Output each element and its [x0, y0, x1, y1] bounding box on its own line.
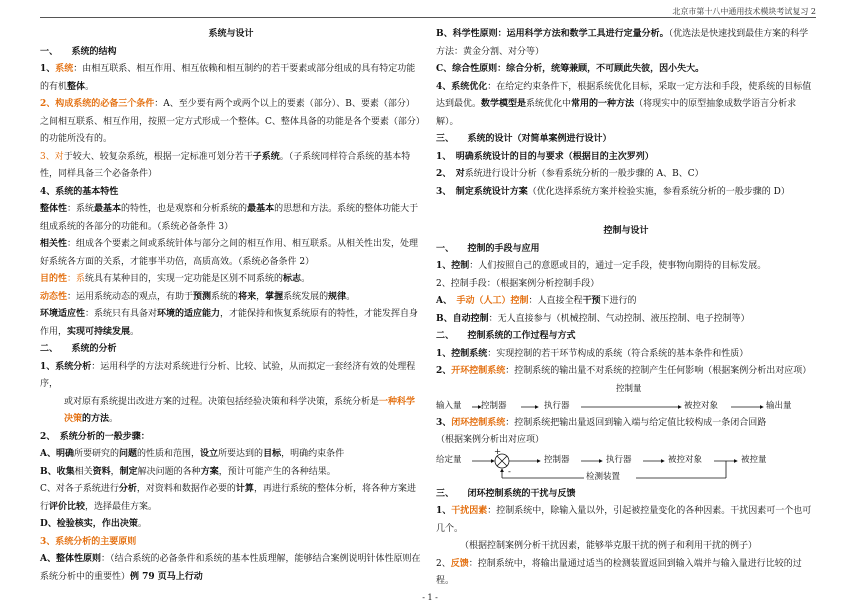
text: 所要达到的	[218, 449, 264, 459]
cl-executor: 执行器	[606, 454, 632, 465]
term: 1、控制系统	[436, 348, 488, 359]
text: A、明确	[40, 449, 74, 459]
cl-controller: 控制器	[544, 454, 570, 465]
text: ：运用系统动态的观点，有助于	[67, 291, 194, 302]
design-step-2	[436, 166, 816, 184]
term: 相关性	[40, 239, 68, 249]
para-control-definition	[436, 258, 816, 276]
text: 3、 制定系统设计方案	[436, 186, 528, 197]
text: 实现可持续发展	[67, 326, 131, 337]
cl-minus: -	[508, 466, 511, 477]
cl-plus: +	[494, 446, 502, 457]
para-manual-control	[436, 293, 816, 311]
term: 闭环控制系统	[451, 417, 506, 428]
term-system: 系统	[55, 64, 74, 74]
text: ：系统	[67, 204, 95, 214]
text: 的特性，也是观察和分析系统的	[121, 204, 248, 214]
num: 3、	[40, 151, 55, 162]
section-title-control-design: 控制与设计	[603, 226, 649, 236]
text: （将现实中的原型抽象成数学语言分析求解）。	[436, 99, 797, 127]
text: 2、	[436, 366, 452, 376]
text: ，对资料和数据作必要的	[136, 484, 236, 494]
step-d	[40, 516, 422, 534]
text: ，再进行系统的整体分析，将各种方案进行	[40, 484, 416, 512]
para-control-means: 2、控制手段：（根据案例分析控制手段）	[436, 278, 600, 289]
text: 。	[85, 81, 95, 92]
term: 目的性	[40, 274, 68, 284]
page-header: 北京市第十八中通用技术模块考试复习 2	[672, 7, 816, 16]
text: 系统优化中	[526, 99, 572, 109]
term-whole: 整体	[67, 81, 86, 92]
term: 环境适应性	[40, 309, 86, 319]
text: 作出决策	[101, 519, 138, 529]
term: 1、控制	[436, 261, 470, 271]
num: 1、	[40, 64, 56, 74]
text: D、检验核实，	[40, 519, 102, 529]
text: ：A、至少要有两个或两个以上的要素（部分）、B、要素（部分）之间相互联系、相互作用，按照一定方式形成一个整体。C、整体具备的功能是各个要素（部分）的功能所没有的。	[40, 99, 421, 144]
text: ：在给定约束条件下，根据系统优化目标，采取一定方法和手段，使系统的目标值达到最优。	[436, 81, 812, 109]
text: ：控制系统的输出量不对系统的控制产生任何影响（根据案例分析出对应项）	[505, 366, 812, 376]
text: ：系统只有具备对	[85, 309, 158, 319]
text: 一种科学决策	[64, 396, 416, 424]
para-system-analysis-cont	[40, 394, 422, 429]
principle-wholeness	[40, 551, 422, 586]
design-step-3	[436, 184, 816, 202]
text: 系统的	[211, 291, 239, 302]
para-auto-control	[436, 311, 816, 329]
text: 。	[109, 414, 119, 424]
design-step-1: 1、 明确系统设计的目的与要求（根据目的主次罗列）	[436, 151, 654, 162]
term-three-conditions: 2、构成系统的必备三个条件	[40, 99, 155, 109]
text: 数学模型是	[481, 99, 527, 109]
term: B、自动控制	[436, 313, 489, 324]
text: B、科学性原则：运用科学方法和数学工具进行定量分析。	[436, 29, 669, 39]
term: 开环控制系统	[451, 366, 506, 376]
text: （优选法是快速找到最佳方案的科学方法：黄金分割、对分等）	[436, 29, 809, 57]
step-b	[40, 464, 422, 482]
text: 目标	[263, 449, 282, 459]
text: ：人直接全程	[528, 296, 583, 306]
heading-control-means: 一、 控制的手段与应用	[436, 243, 540, 254]
term: 1、系统分析	[40, 361, 92, 372]
text: 的方法	[82, 414, 110, 424]
text: ：（结合系统的必备条件和系统的基本性质理解，能够结合案例说明针体性原则在系统分析中的重要性）	[40, 554, 421, 582]
term: 4、系统优化	[436, 81, 488, 92]
text: 2、	[436, 558, 451, 569]
para-system-analysis	[40, 359, 422, 394]
text: 规律	[328, 291, 347, 302]
text: 设立	[200, 449, 219, 459]
text: 解决问题的各种	[137, 466, 201, 477]
text: ：运用科学的方法对系统进行分析、比较、试验，从而拟定一套经济有效的处理程序，	[40, 361, 416, 389]
text: ：控制系统中，除输入量以外，引起被控量变化的各种因素。干扰因素可一个也可几个。	[436, 506, 812, 534]
left-column	[40, 26, 422, 586]
text: 预测	[193, 291, 212, 302]
text: 的思想和方法。系统的整体功能大于组成系统的各部分的功能和。（系统必备条件 3）	[40, 204, 419, 232]
text: B、收集	[40, 466, 75, 477]
text: 所要研究的	[73, 449, 119, 459]
header-divider	[40, 17, 816, 18]
para-three-conditions	[40, 96, 422, 149]
para-optimization	[436, 79, 816, 132]
text: 。	[137, 519, 147, 529]
heading-basic-properties: 4、系统的基本特性	[40, 186, 119, 197]
text: 。	[301, 274, 311, 284]
text: 3、	[436, 417, 452, 428]
section-title-system-design: 系统与设计	[208, 29, 254, 39]
heading-analysis-principles: 3、系统分析的主要原则	[40, 536, 137, 547]
ol-executor: 执行器	[544, 400, 570, 411]
term: 动态性	[40, 291, 68, 302]
text: （优化选择系统方案并检验实施，参看系统分析的一般步骤的 D）	[527, 186, 790, 197]
text: 最基本	[247, 204, 275, 214]
para-feedback	[436, 556, 816, 591]
para-disturbance-note: （根据控制案例分析干扰因素，能够举克服干扰的例子和利用干扰的例子）	[460, 541, 758, 551]
text: 。（子系统同样符合系统的基本特性，同样具备三个必备条件）	[40, 151, 411, 179]
text: ，	[256, 291, 266, 302]
text: 。	[130, 326, 140, 337]
heading-system-design: 三、 系统的设计（对简单案例进行设计）	[436, 134, 612, 144]
para-open-loop	[436, 363, 816, 381]
ol-input: 输入量	[436, 400, 462, 411]
text: ，明确约束条件	[281, 449, 345, 459]
text: 对	[54, 151, 64, 162]
principle-comprehensive: C、综合性原则：综合分析，统筹兼顾，不可顾此失彼，因小失大。	[436, 64, 705, 74]
heading-system-structure: 一、 系统的结构	[40, 46, 117, 57]
text: ：由相互联系、相互作用、相互依赖和相互制约的若干要素或部分组成的具有特定功能的有机	[40, 64, 416, 92]
cl-given: 给定量	[436, 454, 462, 465]
term: 反馈	[450, 558, 469, 569]
text: 制定	[119, 466, 138, 477]
text: 相关	[74, 466, 93, 477]
heading-system-analysis: 二、 系统的分析	[40, 344, 117, 354]
term: 整体性	[40, 204, 68, 214]
text: 下进行的	[600, 296, 637, 306]
text: C、对各子系统进行	[40, 484, 119, 494]
para-dynamic	[40, 289, 422, 307]
text: ：组成各个要素之间或系统针体与部分之间的相互作用、相互联系。从相关性出发，处理好系统各方面的关系，才能事半功倍，高质高效。（系统必备条件 2）	[40, 239, 419, 267]
text: 分析	[118, 484, 137, 494]
heading-disturbance-feedback: 三、 闭环控制系统的干扰与反馈	[436, 488, 576, 499]
para-control-system	[436, 346, 816, 364]
text: 统具有某种目的，实现一定功能是区别不同系统的	[85, 274, 284, 284]
cl-output: 被控量	[741, 454, 767, 465]
closed-loop-diagram	[436, 446, 816, 486]
text: 系统进行设计分析（参看系统分析的一般步骤的 A、B、C）	[464, 169, 704, 179]
text: 干预	[582, 296, 601, 306]
text: 常用的一种方法	[571, 99, 635, 109]
para-correlation	[40, 236, 422, 271]
text: ：无人直接参与（机械控制、气动控制、液压控制、电子控制等）	[488, 313, 750, 324]
term: 手动（人工）控制	[456, 296, 529, 306]
text: ：控制系统把输出量返回到输入端与给定值比较构成一条闭合回路	[505, 417, 767, 428]
text: ，	[110, 466, 120, 477]
text: 将来	[238, 291, 257, 302]
cl-detector: 检测装置	[586, 471, 621, 482]
text: 例 79 页马上行动	[130, 571, 203, 582]
heading-control-process: 二、 控制系统的工作过程与方式	[436, 331, 576, 341]
ol-output: 输出量	[766, 400, 792, 411]
text: 评价比较	[49, 501, 86, 512]
heading-analysis-steps: 2、 系统分析的一般步骤：	[40, 431, 150, 442]
text: 或对原有系统提出改进方案的过程。决策包括经验决策和科学决策，系统分析是	[64, 396, 380, 407]
ol-object: 被控对象	[684, 400, 719, 411]
open-loop-diagram	[436, 381, 816, 415]
text: 问题	[119, 449, 138, 459]
spacer	[436, 201, 816, 223]
ol-controller: 控制器	[481, 400, 507, 411]
step-c	[40, 481, 422, 516]
cl-arrows	[436, 450, 816, 486]
para-wholeness	[40, 201, 422, 236]
para-disturbance	[436, 503, 816, 538]
text: ，预计可能产生的各种结果。	[218, 466, 336, 477]
text: ：控制系统中，将输出量通过适当的检测装置返回到输入端并与输入量进行比较的过程。	[436, 558, 802, 586]
para-system-definition	[40, 61, 422, 96]
text: ：实现控制的若干环节构成的系统（符合系统的基本条件和性质）	[487, 348, 749, 359]
para-closed-loop-note: （根据案例分析出对应项）	[436, 435, 545, 445]
text: 。	[346, 291, 356, 302]
para-closed-loop	[436, 415, 816, 433]
text: 标志	[283, 274, 302, 284]
text: 掌握	[265, 291, 284, 302]
text: 系统发展的	[283, 291, 329, 302]
text: 环境的适应能力	[157, 309, 221, 319]
text: 计算	[235, 484, 254, 494]
para-subsystem	[40, 149, 422, 184]
term-subsystem: 子系统	[252, 151, 280, 162]
text: ：系	[67, 274, 86, 284]
text: 1、	[436, 506, 452, 516]
text: ：人们按照自己的意愿或目的，通过一定手段，使事物向期待的目标发展。	[469, 261, 767, 271]
text: 资料	[92, 466, 111, 477]
text: 的性质和范围，	[137, 449, 201, 459]
ol-arrows	[436, 381, 816, 415]
text: 于较大、较复杂系统，根据一定标准可划分若干	[63, 151, 253, 162]
text: ，才能保持和恢复系统原有的特性，才能发挥自身作用，	[40, 309, 419, 337]
para-adaptability	[40, 306, 422, 341]
step-a	[40, 446, 422, 464]
term: 干扰因素	[451, 506, 488, 516]
page-number: - 1 -	[422, 593, 438, 602]
para-purpose	[40, 271, 422, 289]
text: ，选择最佳方案。	[85, 501, 158, 512]
ol-label-control-qty: 控制量	[616, 383, 642, 394]
text: 最基本	[94, 204, 122, 214]
text: 2、 对	[436, 169, 465, 179]
text: 方案	[200, 466, 219, 477]
text: A、整体性原则	[40, 554, 101, 564]
text: A、	[436, 296, 457, 306]
principle-scientific	[436, 26, 816, 61]
right-column	[436, 26, 816, 591]
cl-object: 被控对象	[668, 454, 703, 465]
